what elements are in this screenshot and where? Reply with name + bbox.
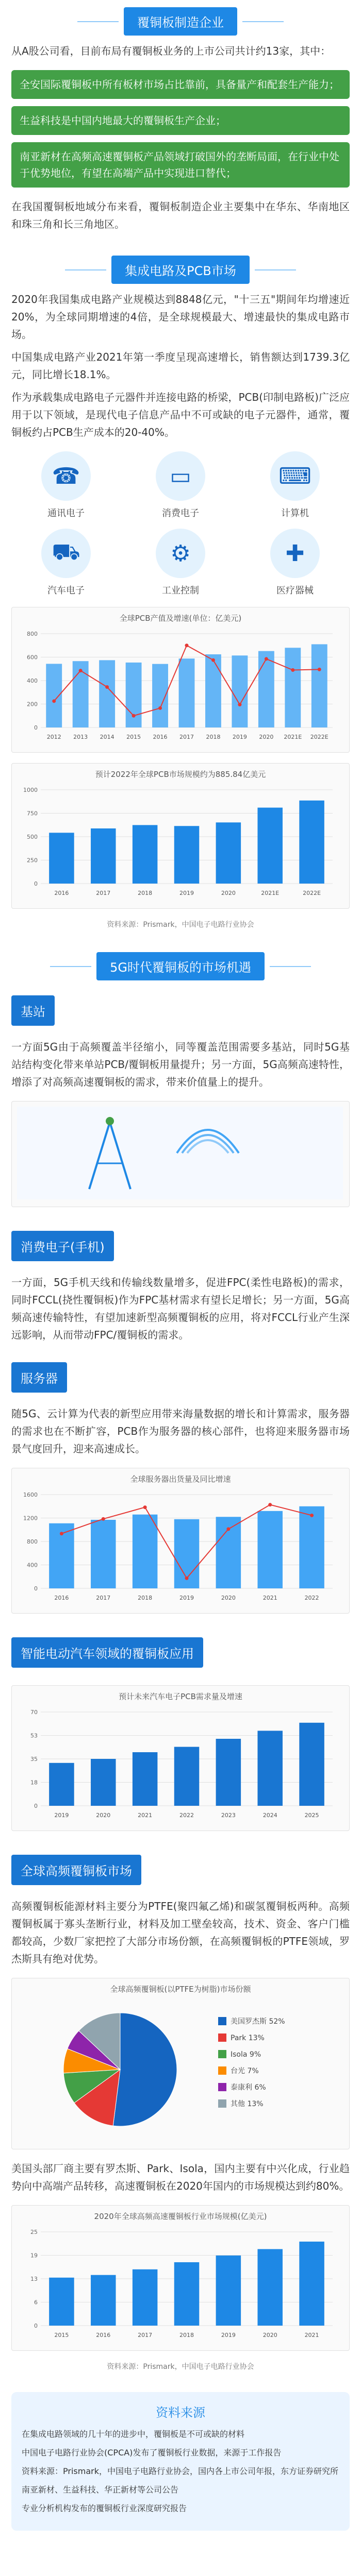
hf-text-2: 美国头部厂商主要有罗杰斯、Park、Isola，国内主要有中兴化成，行业趋势向中高端产品转移，高速覆铜板在2020年国内的市场规模达到约80%。 — [11, 2162, 350, 2192]
x-tick-label: 2020 — [221, 890, 236, 896]
chart-title: 预计2022年全球PCB市场规模约为885.84亿美元 — [95, 770, 266, 779]
x-tick-label: 2020 — [221, 1595, 236, 1601]
icon-label: 汽车电子 — [47, 585, 85, 596]
company-bullet: 全安国际覆铜板中所有板材市场占比靠前，具备量产和配套生产能力； — [11, 70, 350, 99]
x-tick-label: 2023 — [221, 1812, 236, 1819]
chart-title: 全球服务器出货量及同比增速 — [130, 1475, 231, 1484]
y-tick-label: 0 — [34, 2323, 38, 2329]
chart-auto — [11, 1685, 350, 1831]
y-tick-label: 800 — [27, 631, 38, 637]
legend-swatch — [218, 2017, 226, 2025]
bar — [179, 658, 195, 727]
x-tick-label: 2019 — [232, 734, 247, 740]
auto-title: 智能电动汽车领域的覆铜板应用 — [11, 1637, 203, 1668]
base-station-text: 一方面5G由于高频覆盖半径缩小，同等覆盖范围需要多基站，同时5G基站结构变化带来单站PCB/覆铜板用量提升；另一方面，5G高频高速特性，增添了对高频高速覆铜板的需求，带来价值量上的提升。 — [11, 1041, 350, 1088]
chart-title: 全球PCB产值及增速(单位：亿美元) — [119, 614, 242, 623]
legend-label: 泰康利 6% — [231, 2083, 266, 2092]
x-tick-label: 2019 — [221, 2332, 236, 2338]
y-tick-label: 1200 — [23, 1515, 38, 1522]
y-tick-label: 800 — [27, 1538, 38, 1545]
company-bullet: 生益科技是中国内地最大的覆铜板生产企业； — [11, 106, 350, 135]
y-tick-label: 500 — [27, 834, 38, 840]
chart-3-svg — [17, 1705, 343, 1823]
bar — [257, 1731, 283, 1806]
bar — [49, 1763, 74, 1806]
chart-0-svg — [17, 626, 343, 745]
y-tick-label: 19 — [30, 2252, 38, 2259]
bar — [49, 833, 74, 884]
reference-item: 专业分析机构发布的覆铜板行业深度研究报告 — [22, 2503, 187, 2513]
chart-1-svg — [17, 783, 343, 901]
x-tick-label: 2018 — [138, 1595, 153, 1601]
bar — [91, 1520, 116, 1588]
banner-title: 覆铜板制造企业 — [124, 7, 237, 36]
y-tick-label: 600 — [27, 654, 38, 661]
legend-label: 台光 7% — [231, 2067, 259, 2075]
icon-label: 通讯电子 — [47, 508, 85, 519]
y-tick-label: 0 — [34, 1803, 38, 1809]
bar — [174, 2262, 200, 2326]
base-station-title: 基站 — [11, 995, 55, 1026]
chart-global-pcb — [11, 607, 350, 753]
y-tick-label: 0 — [34, 880, 38, 887]
bar — [232, 655, 248, 727]
medical-icon: ✚ — [270, 529, 320, 578]
bar — [133, 1515, 158, 1588]
icon-label: 计算机 — [281, 508, 309, 519]
app-comm — [11, 451, 121, 519]
x-tick-label: 2021E — [284, 734, 302, 740]
x-tick-label: 2016 — [153, 734, 168, 740]
x-tick-label: 2017 — [138, 2332, 153, 2338]
legend-label: 美国罗杰斯 52% — [231, 2018, 285, 2026]
y-tick-label: 250 — [27, 857, 38, 864]
bar — [216, 822, 241, 884]
application-icons — [11, 451, 350, 597]
bar — [91, 2275, 116, 2326]
chart-pcb-forecast — [11, 763, 350, 909]
banner-title: 5G时代覆铜板的市场机遇 — [96, 952, 265, 980]
pcb-text-2: 中国集成电路产业2021年第一季度呈现高速增长，销售额达到1739.3亿元，同比增长18.1%。 — [11, 351, 350, 381]
y-tick-label: 18 — [30, 1779, 38, 1786]
hf-text-1: 高频覆铜板能源材料主要分为PTFE(聚四氟乙烯)和碳氢覆铜板两种。高频覆铜板属于寡头垄断行业，材料及加工壁垒较高，技术、资金、客户门槛都较高，少数厂家把控了大部分市场份额，在高频覆铜板的PTFE领域，罗杰斯具有绝对优势。 — [11, 1900, 350, 1965]
intro-text: 从A股公司看，目前布局有覆铜板业务的上市公司共计约13家，其中： — [11, 45, 331, 57]
references-box — [11, 2392, 350, 2531]
y-tick-label: 35 — [30, 1756, 38, 1762]
x-tick-label: 2018 — [206, 734, 221, 740]
x-tick-label: 2019 — [179, 890, 194, 896]
reference-item: 南亚新材、生益科技、华正新材等公司公告 — [22, 2485, 179, 2495]
references-list — [22, 2428, 339, 2515]
legend-swatch — [218, 2033, 226, 2042]
x-tick-label: 2022 — [304, 1595, 319, 1601]
bar — [91, 828, 116, 884]
legend-label: Isola 9% — [231, 2050, 261, 2059]
x-tick-label: 2015 — [54, 2332, 69, 2338]
banner-pcb — [11, 253, 350, 285]
reference-item: 中国电子电路行业协会(CPCA)发布了覆铜板行业数据，来源于工作报告 — [22, 2448, 282, 2458]
bar — [91, 1759, 116, 1806]
y-tick-label: 400 — [27, 1562, 38, 1569]
y-tick-label: 750 — [27, 810, 38, 817]
x-tick-label: 2020 — [259, 734, 274, 740]
consumer-title: 消费电子(手机) — [11, 1231, 114, 1261]
consumer-text: 一方面，5G手机天线和传输线数量增多，促进FPC(柔性电路板)的需求，同时FCCL(挠性覆铜板)作为FPC基材需求有望长足增长；另一方面，5G高频高速传输特性，有望加速新型高频覆铜板的应用，将对FCCL行业产生深远影响，从而带动FPC/覆铜板的需求。 — [11, 1276, 350, 1341]
x-tick-label: 2013 — [73, 734, 88, 740]
x-tick-label: 2018 — [138, 890, 153, 896]
legend-label: Park 13% — [231, 2034, 265, 2042]
bar — [311, 644, 327, 727]
bar — [46, 664, 62, 727]
x-tick-label: 2016 — [96, 2332, 111, 2338]
pcb-text-1: 2020年我国集成电路产业规模达到8848亿元，"十三五"期间年均增速近20%，为全球同期增速的4倍，是全球规模最大、增速最快的集成电路市场。 — [11, 293, 350, 341]
bar — [174, 1747, 200, 1806]
app-consumer — [126, 451, 235, 519]
bar — [174, 826, 200, 884]
y-tick-label: 13 — [30, 2276, 38, 2282]
bar — [205, 654, 221, 727]
x-tick-label: 2016 — [54, 1595, 69, 1601]
chart-5-svg — [17, 2225, 343, 2343]
y-tick-label: 0 — [34, 1585, 38, 1592]
app-computer — [240, 451, 350, 519]
x-tick-label: 2024 — [262, 1812, 277, 1819]
legend-swatch — [218, 2050, 226, 2058]
x-tick-label: 2022 — [179, 1812, 194, 1819]
phone-icon: ☎ — [41, 451, 91, 501]
section-5g — [0, 950, 361, 2371]
y-tick-label: 53 — [30, 1732, 38, 1739]
x-tick-label: 2018 — [179, 2332, 194, 2338]
chart-2-svg — [17, 1487, 343, 1606]
chart-hf-market — [11, 2205, 350, 2351]
app-medical — [240, 529, 350, 597]
company-list — [11, 70, 350, 188]
pcb-text-3: 作为承载集成电路电子元器件并连接电路的桥梁，PCB(印制电路板)广泛应用于以下领域，是现代电子信息产品中不可或缺的电子元器件，通常，覆铜板约占PCB生产成本的20-40%。 — [11, 391, 350, 438]
legend-swatch — [218, 2099, 226, 2108]
banner-5g — [11, 950, 350, 982]
section-manufacturers — [0, 0, 361, 233]
y-tick-label: 1600 — [23, 1492, 38, 1498]
bar — [299, 2242, 324, 2326]
bar — [133, 1752, 158, 1806]
y-tick-label: 25 — [30, 2229, 38, 2235]
banner-manufacturers — [11, 5, 350, 37]
icon-label: 医疗器械 — [276, 585, 314, 596]
x-tick-label: 2025 — [304, 1812, 319, 1819]
factory-icon: ⚙ — [156, 529, 205, 578]
references-title: 资料来源 — [156, 2405, 205, 2420]
bar — [216, 1739, 241, 1806]
chart-pie — [11, 1978, 350, 2149]
y-tick-label: 200 — [27, 701, 38, 708]
icon-label: 工业控制 — [162, 585, 199, 596]
x-tick-label: 2019 — [54, 1812, 69, 1819]
x-tick-label: 2017 — [179, 734, 194, 740]
x-tick-label: 2020 — [262, 2332, 277, 2338]
bar — [133, 825, 158, 884]
bar — [285, 648, 301, 727]
x-tick-label: 2014 — [100, 734, 114, 740]
bar — [99, 660, 115, 727]
legend-swatch — [218, 2066, 226, 2075]
reference-item: 在集成电路领域的几十年的进步中，覆铜板是不可或缺的材料 — [22, 2429, 245, 2439]
server-title: 服务器 — [11, 1362, 67, 1393]
x-tick-label: 2021 — [138, 1812, 153, 1819]
x-tick-label: 2016 — [54, 890, 69, 896]
reference-item: 资料来源：Prismark，中国电子电路行业协会，国内各上市公司年报，东方证券研究所 — [22, 2466, 338, 2476]
x-tick-label: 2017 — [96, 1595, 111, 1601]
y-tick-label: 0 — [34, 724, 38, 731]
chart-source: 资料来源：Prismark，中国电子电路行业协会 — [107, 921, 254, 929]
legend-label: 其他 13% — [231, 2100, 264, 2108]
x-tick-label: 2012 — [46, 734, 61, 740]
x-tick-label: 2021 — [304, 2332, 319, 2338]
legend-swatch — [218, 2083, 226, 2091]
computer-icon: ⌨ — [270, 451, 320, 501]
x-tick-label: 2019 — [179, 1595, 194, 1601]
bar — [299, 1506, 324, 1588]
bar — [299, 801, 324, 884]
hf-title: 全球高频覆铜板市场 — [11, 1855, 141, 1885]
app-industrial — [126, 529, 235, 597]
chart-title: 预计未来汽车电子PCB需求量及增速 — [119, 1692, 242, 1701]
region-text: 在我国覆铜板地域分布来看，覆铜板制造企业主要集中在华东、华南地区和珠三角和长三角地区。 — [11, 200, 350, 230]
car-icon: ⛟ — [41, 529, 91, 578]
pie-slice — [113, 2013, 177, 2126]
y-tick-label: 1000 — [23, 787, 38, 793]
chart-title: 全球高频覆铜板(以PTFE为树脂)市场份额 — [110, 1985, 251, 1994]
chart-4-svg — [17, 1997, 343, 2142]
bar — [216, 2256, 241, 2326]
bar — [49, 2278, 74, 2326]
x-tick-label: 2021 — [262, 1595, 277, 1601]
x-tick-label: 2022E — [303, 890, 321, 896]
x-tick-label: 2021E — [261, 890, 280, 896]
bar — [257, 1511, 283, 1588]
company-bullet: 南亚新材在高频高速覆铜板产品领域打破国外的垄断局面，在行业中处于优势地位，有望在高端产品中实现进口替代； — [11, 142, 350, 188]
bar — [257, 2249, 283, 2326]
bar — [257, 808, 283, 884]
server-text: 随5G、云计算为代表的新型应用带来海量数据的增长和计算需求，服务器的需求也在不断扩容，PCB作为服务器的核心部件，也将迎来服务器市场景气度回升，迎来高速成长。 — [11, 1408, 350, 1455]
y-tick-label: 400 — [27, 677, 38, 684]
base-station-illustration — [17, 1107, 343, 1199]
banner-title: 集成电路及PCB市场 — [111, 256, 250, 284]
y-tick-label: 70 — [30, 1709, 38, 1716]
x-tick-label: 2022E — [310, 734, 329, 740]
y-tick-label: 6 — [34, 2299, 38, 2306]
bar — [258, 651, 274, 727]
tv-icon: ▭ — [156, 451, 205, 501]
chart-title: 2020年全球高频高速覆铜板行业市场规模(亿美元) — [94, 2212, 267, 2221]
chart-source: 资料来源：Prismark，中国电子电路行业协会 — [107, 2363, 254, 2371]
chart-server — [11, 1468, 350, 1614]
x-tick-label: 2017 — [96, 890, 111, 896]
section-pcb — [0, 253, 361, 929]
app-auto — [11, 529, 121, 597]
icon-label: 消费电子 — [162, 508, 199, 519]
chart-base-station — [11, 1101, 350, 1207]
bar — [299, 1723, 324, 1806]
bar — [133, 2269, 158, 2326]
x-tick-label: 2020 — [96, 1812, 111, 1819]
x-tick-label: 2015 — [126, 734, 141, 740]
bar — [126, 663, 142, 727]
